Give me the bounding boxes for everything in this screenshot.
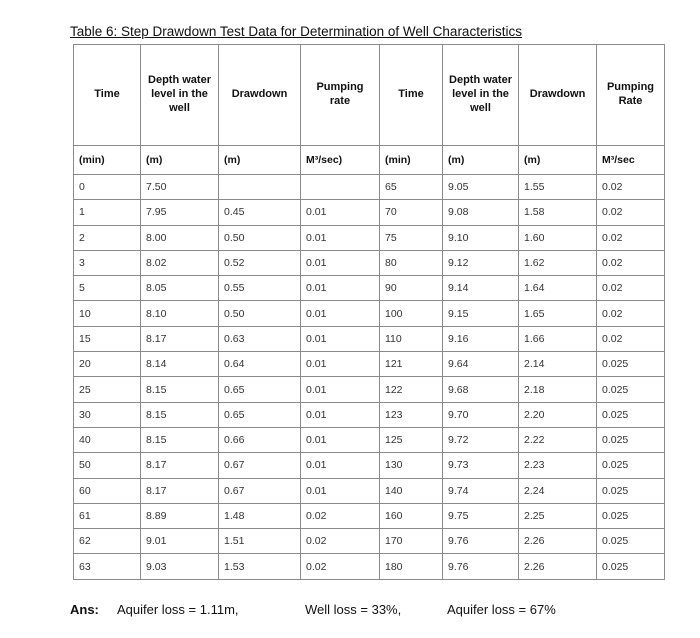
table-cell: 0: [74, 175, 141, 200]
table-cell: 0.63: [219, 326, 301, 351]
table-cell: 1.66: [519, 326, 597, 351]
table-cell: 0.01: [301, 200, 380, 225]
table-cell: 1.55: [519, 175, 597, 200]
unit-cell: M³/sec: [597, 146, 665, 175]
table-cell: 122: [380, 377, 443, 402]
table-cell: 8.15: [141, 377, 219, 402]
header-cell: Drawdown: [519, 45, 597, 146]
table-cell: 100: [380, 301, 443, 326]
answer-aquifer-loss-percent: Aquifer loss = 67%: [447, 602, 556, 617]
table-cell: 1.53: [219, 554, 301, 579]
table-cell: 9.12: [443, 250, 519, 275]
answer-label: Ans:: [70, 602, 99, 617]
table-cell: 20: [74, 352, 141, 377]
header-cell: Depth water level in the well: [141, 45, 219, 146]
table-cell: 9.08: [443, 200, 519, 225]
table-title: Table 6: Step Drawdown Test Data for Determination of Well Characteristics: [70, 24, 522, 39]
table-cell: 0.025: [597, 503, 665, 528]
table-cell: 8.00: [141, 225, 219, 250]
table-cell: 0.02: [597, 250, 665, 275]
table-cell: 0.025: [597, 402, 665, 427]
table-cell: 160: [380, 503, 443, 528]
table-cell: 9.68: [443, 377, 519, 402]
table-row: [74, 377, 665, 402]
unit-cell: (min): [380, 146, 443, 175]
header-row: [74, 45, 665, 146]
units-row: [74, 146, 665, 175]
table-cell: 0.02: [597, 326, 665, 351]
table-cell: 1.51: [219, 529, 301, 554]
table-cell: 0.50: [219, 225, 301, 250]
table-cell: 8.89: [141, 503, 219, 528]
table-cell: [219, 175, 301, 200]
table-cell: 9.01: [141, 529, 219, 554]
table-row: [74, 276, 665, 301]
table-cell: 0.02: [597, 200, 665, 225]
table-cell: 9.76: [443, 529, 519, 554]
table-cell: 9.76: [443, 554, 519, 579]
table-row: [74, 402, 665, 427]
table-cell: 3: [74, 250, 141, 275]
table-cell: 65: [380, 175, 443, 200]
table-cell: 0.02: [597, 225, 665, 250]
table-cell: 0.01: [301, 225, 380, 250]
table-cell: 0.01: [301, 250, 380, 275]
table-cell: 2.26: [519, 529, 597, 554]
table-row: [74, 352, 665, 377]
table-row: [74, 453, 665, 478]
table-row: [74, 427, 665, 452]
table-cell: 123: [380, 402, 443, 427]
table-cell: 8.10: [141, 301, 219, 326]
table-cell: 2.24: [519, 478, 597, 503]
table-row: [74, 250, 665, 275]
table-cell: 0.02: [597, 301, 665, 326]
table-cell: 9.15: [443, 301, 519, 326]
table-cell: 2: [74, 225, 141, 250]
table-cell: 0.66: [219, 427, 301, 452]
table-cell: 75: [380, 225, 443, 250]
table-cell: 2.25: [519, 503, 597, 528]
table-cell: 9.03: [141, 554, 219, 579]
table-cell: 0.025: [597, 453, 665, 478]
table-cell: 2.23: [519, 453, 597, 478]
table-cell: 0.025: [597, 529, 665, 554]
table-cell: 0.01: [301, 478, 380, 503]
table-cell: 9.10: [443, 225, 519, 250]
table-cell: 0.01: [301, 352, 380, 377]
table-cell: 8.15: [141, 402, 219, 427]
table-body: [74, 175, 665, 580]
table-cell: 121: [380, 352, 443, 377]
table-cell: 5: [74, 276, 141, 301]
unit-cell: (m): [443, 146, 519, 175]
table-cell: 2.26: [519, 554, 597, 579]
table-cell: 8.17: [141, 478, 219, 503]
step-drawdown-table: [73, 44, 665, 580]
table-row: [74, 326, 665, 351]
table-row: [74, 503, 665, 528]
table-cell: 2.14: [519, 352, 597, 377]
table-cell: 110: [380, 326, 443, 351]
table-row: [74, 175, 665, 200]
table-row: [74, 301, 665, 326]
header-cell: Depth water level in the well: [443, 45, 519, 146]
table-cell: 125: [380, 427, 443, 452]
table-cell: 1.65: [519, 301, 597, 326]
table-cell: 8.05: [141, 276, 219, 301]
table-cell: 8.02: [141, 250, 219, 275]
table-row: [74, 478, 665, 503]
table-cell: 63: [74, 554, 141, 579]
table-cell: 1.62: [519, 250, 597, 275]
table-cell: 0.01: [301, 453, 380, 478]
table-cell: 62: [74, 529, 141, 554]
table-cell: 170: [380, 529, 443, 554]
unit-cell: (m): [519, 146, 597, 175]
table-cell: 0.01: [301, 427, 380, 452]
table-row: [74, 529, 665, 554]
table-cell: 40: [74, 427, 141, 452]
table-cell: 0.025: [597, 352, 665, 377]
table-cell: 1: [74, 200, 141, 225]
table-cell: 0.01: [301, 326, 380, 351]
unit-cell: (m): [141, 146, 219, 175]
table-cell: 0.67: [219, 478, 301, 503]
table-cell: 7.95: [141, 200, 219, 225]
header-cell: Time: [380, 45, 443, 146]
table-cell: 0.025: [597, 377, 665, 402]
table-cell: 0.52: [219, 250, 301, 275]
table-cell: 15: [74, 326, 141, 351]
table-cell: 50: [74, 453, 141, 478]
table-cell: [301, 175, 380, 200]
table-cell: 9.16: [443, 326, 519, 351]
table-cell: 0.025: [597, 478, 665, 503]
table-cell: 9.14: [443, 276, 519, 301]
table-row: [74, 200, 665, 225]
header-cell: Drawdown: [219, 45, 301, 146]
table-cell: 9.70: [443, 402, 519, 427]
table-cell: 8.14: [141, 352, 219, 377]
table-cell: 0.50: [219, 301, 301, 326]
header-cell: Pumping Rate: [597, 45, 665, 146]
table-cell: 10: [74, 301, 141, 326]
table-cell: 0.45: [219, 200, 301, 225]
table-cell: 2.22: [519, 427, 597, 452]
table-cell: 1.58: [519, 200, 597, 225]
table-cell: 25: [74, 377, 141, 402]
table-cell: 0.02: [597, 175, 665, 200]
table-cell: 1.64: [519, 276, 597, 301]
table-cell: 70: [380, 200, 443, 225]
table-cell: 80: [380, 250, 443, 275]
table-cell: 0.02: [301, 529, 380, 554]
table-cell: 140: [380, 478, 443, 503]
unit-cell: M³/sec): [301, 146, 380, 175]
table-cell: 1.48: [219, 503, 301, 528]
table-cell: 9.75: [443, 503, 519, 528]
table-cell: 0.01: [301, 276, 380, 301]
answer-well-loss: Well loss = 33%,: [305, 602, 402, 617]
table-cell: 0.55: [219, 276, 301, 301]
table-cell: 0.02: [301, 554, 380, 579]
table-cell: 0.01: [301, 377, 380, 402]
table-cell: 8.17: [141, 326, 219, 351]
table-cell: 9.73: [443, 453, 519, 478]
table-cell: 8.15: [141, 427, 219, 452]
table-row: [74, 554, 665, 579]
unit-cell: (m): [219, 146, 301, 175]
table-cell: 60: [74, 478, 141, 503]
table-cell: 180: [380, 554, 443, 579]
header-cell: Pumping rate: [301, 45, 380, 146]
table-cell: 30: [74, 402, 141, 427]
table-cell: 0.64: [219, 352, 301, 377]
table-cell: 0.67: [219, 453, 301, 478]
table-cell: 7.50: [141, 175, 219, 200]
table-cell: 2.20: [519, 402, 597, 427]
table-cell: 9.64: [443, 352, 519, 377]
header-cell: Time: [74, 45, 141, 146]
table-cell: 0.025: [597, 427, 665, 452]
table-cell: 9.05: [443, 175, 519, 200]
table-cell: 130: [380, 453, 443, 478]
table-cell: 0.65: [219, 377, 301, 402]
table-cell: 0.65: [219, 402, 301, 427]
table-cell: 1.60: [519, 225, 597, 250]
unit-cell: (min): [74, 146, 141, 175]
answer-aquifer-loss: Aquifer loss = 1.11m,: [117, 602, 239, 617]
table-cell: 0.02: [301, 503, 380, 528]
table-cell: 9.74: [443, 478, 519, 503]
table-cell: 61: [74, 503, 141, 528]
table-cell: 90: [380, 276, 443, 301]
table-cell: 0.02: [597, 276, 665, 301]
table-row: [74, 225, 665, 250]
table-cell: 0.01: [301, 301, 380, 326]
table-cell: 9.72: [443, 427, 519, 452]
table-cell: 2.18: [519, 377, 597, 402]
table-cell: 0.025: [597, 554, 665, 579]
table-cell: 0.01: [301, 402, 380, 427]
table-cell: 8.17: [141, 453, 219, 478]
